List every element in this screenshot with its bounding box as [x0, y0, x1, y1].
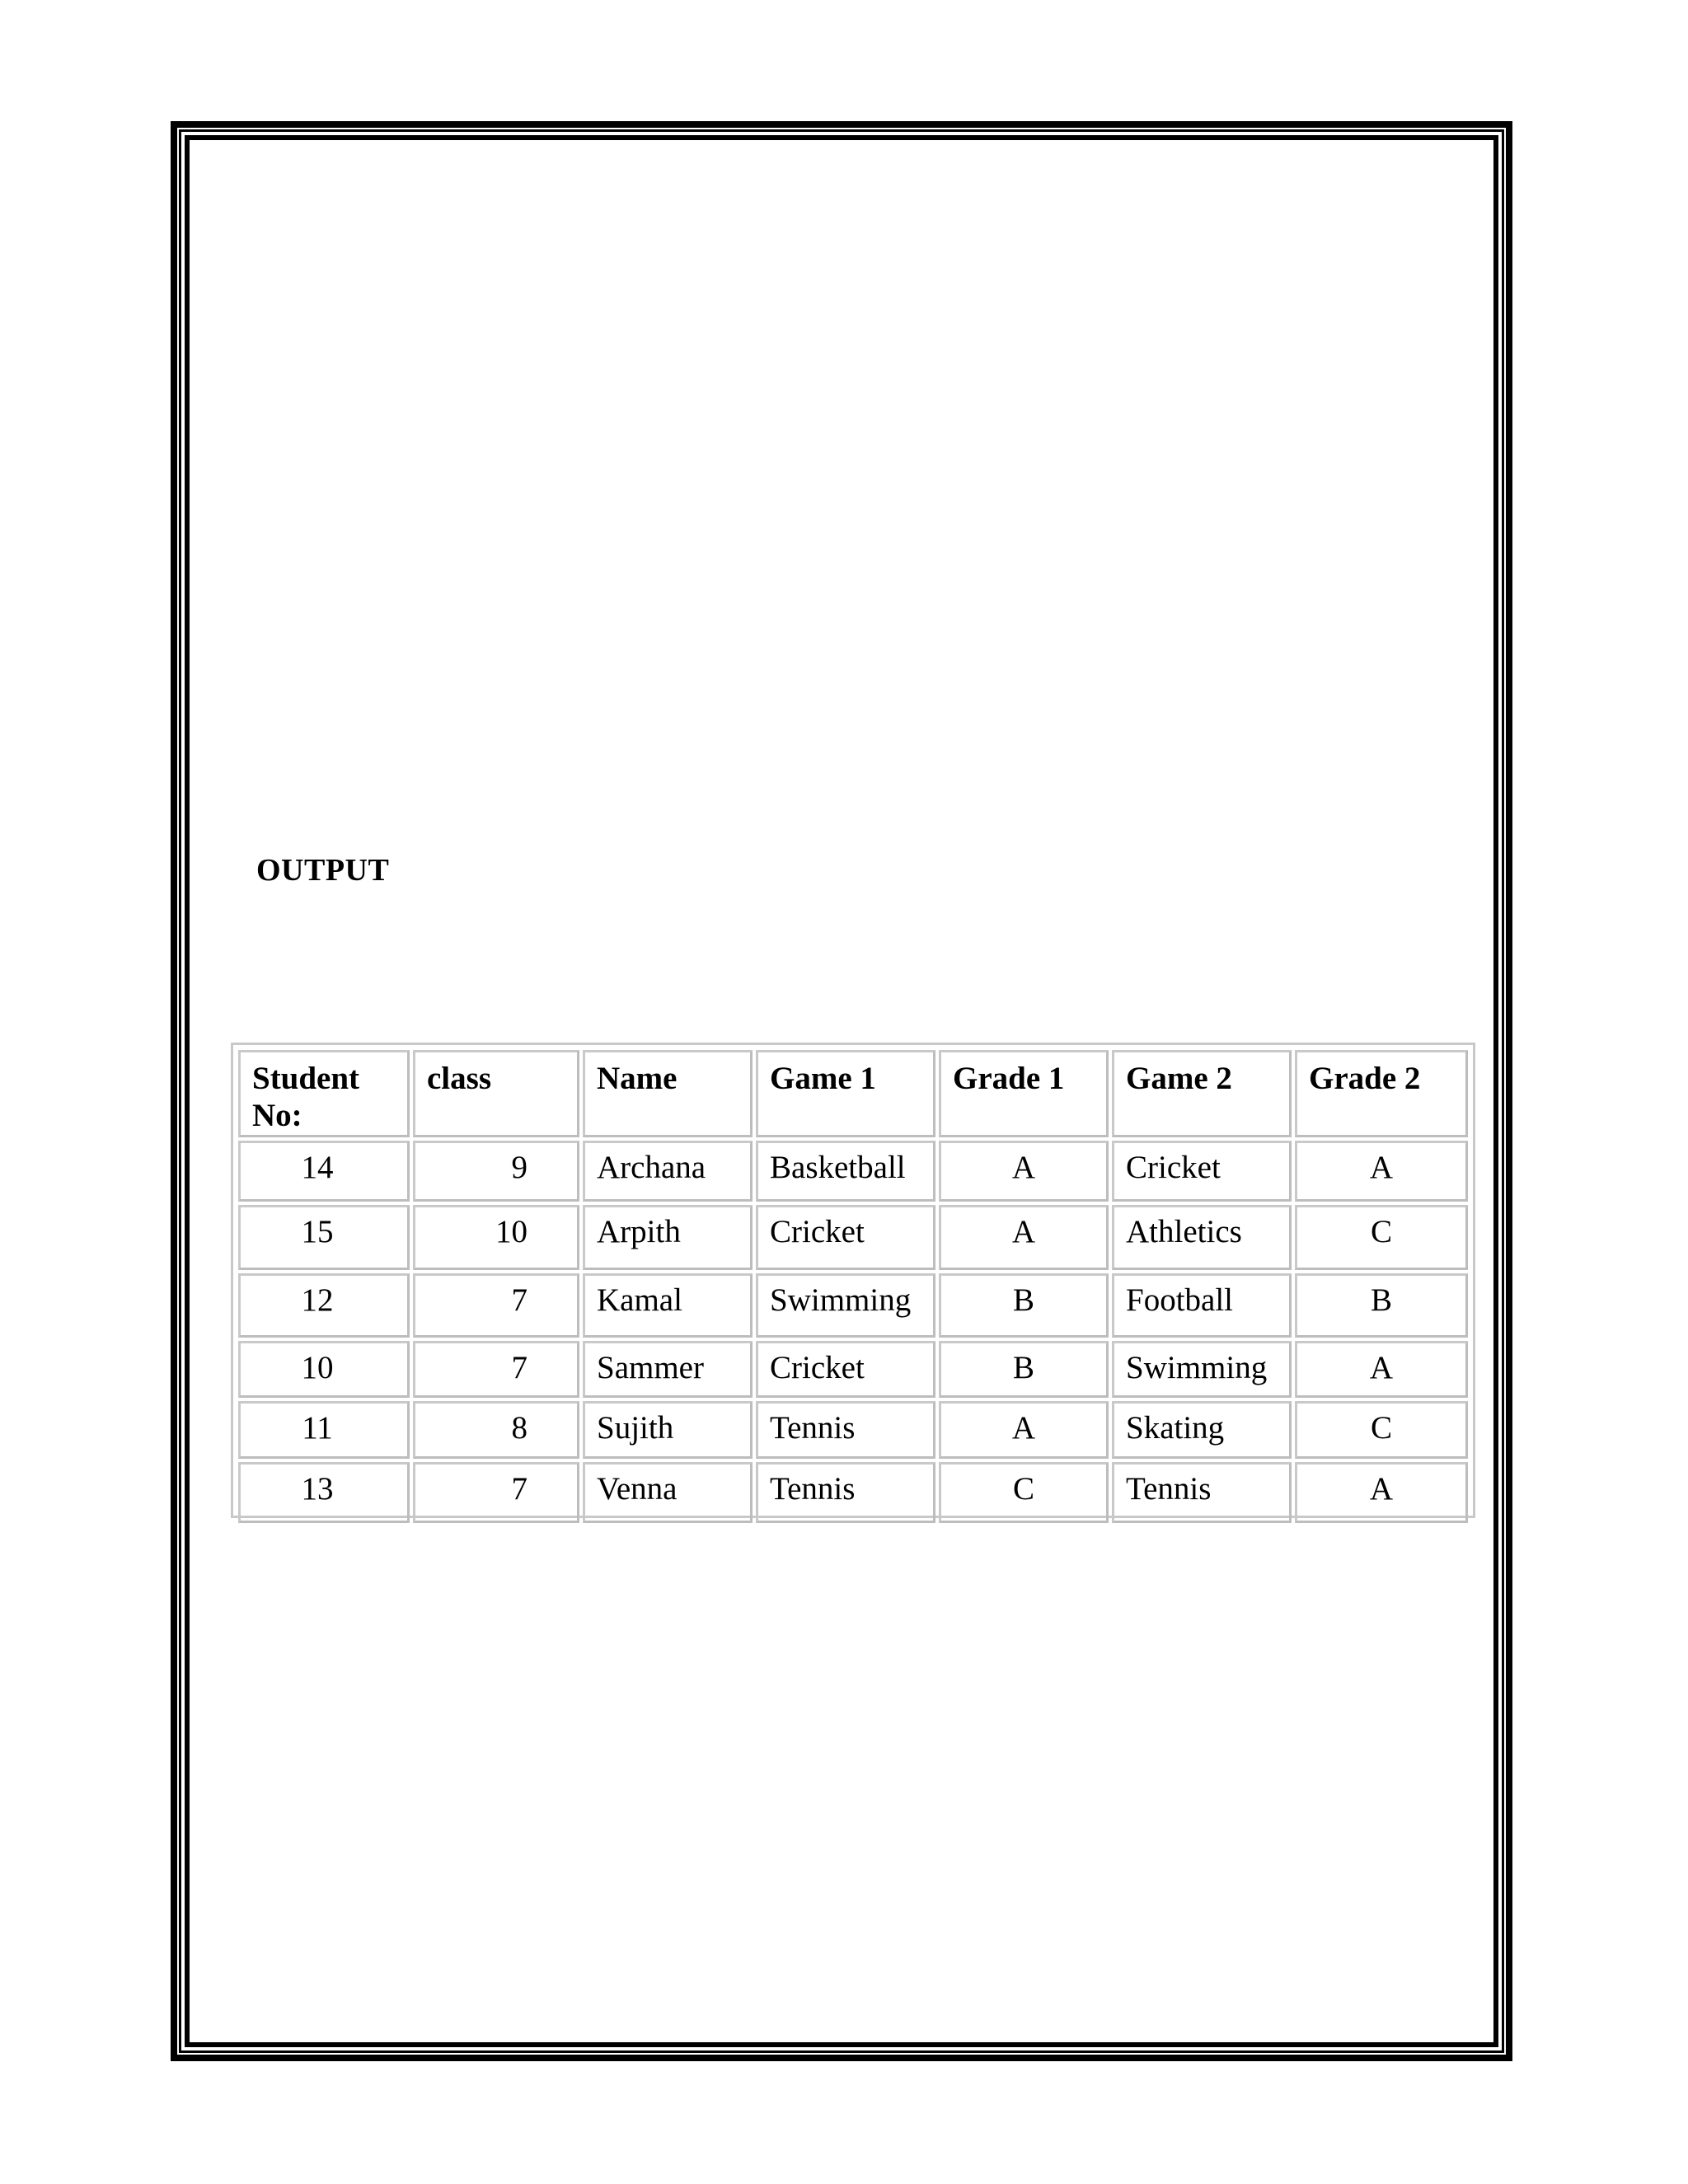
cell-grade-1: A — [939, 1401, 1109, 1459]
cell-student-no: 14 — [238, 1141, 410, 1202]
student-games-table — [231, 1043, 1475, 1518]
header-class: class — [413, 1050, 579, 1137]
table-row — [238, 1141, 1468, 1202]
cell-game-1: Basketball — [756, 1141, 935, 1202]
cell-game-2: Cricket — [1112, 1141, 1292, 1202]
cell-game-2: Swimming — [1112, 1341, 1292, 1398]
table-row — [238, 1462, 1468, 1523]
table-header-row — [238, 1050, 1468, 1137]
cell-game-2: Tennis — [1112, 1462, 1292, 1523]
cell-game-1: Cricket — [756, 1205, 935, 1270]
cell-student-no: 15 — [238, 1205, 410, 1270]
output-heading: OUTPUT — [256, 853, 390, 888]
cell-grade-2: C — [1295, 1205, 1468, 1270]
cell-class: 7 — [413, 1341, 579, 1398]
cell-game-2: Football — [1112, 1273, 1292, 1338]
header-grade-1: Grade 1 — [939, 1050, 1109, 1137]
cell-name: Sujith — [583, 1401, 753, 1459]
cell-game-1: Tennis — [756, 1462, 935, 1523]
cell-grade-1: B — [939, 1341, 1109, 1398]
cell-class: 9 — [413, 1141, 579, 1202]
cell-name: Arpith — [583, 1205, 753, 1270]
header-grade-2: Grade 2 — [1295, 1050, 1468, 1137]
cell-class: 7 — [413, 1273, 579, 1338]
cell-game-1: Swimming — [756, 1273, 935, 1338]
header-game-1: Game 1 — [756, 1050, 935, 1137]
cell-grade-1: A — [939, 1141, 1109, 1202]
cell-student-no: 10 — [238, 1341, 410, 1398]
table-row — [238, 1401, 1468, 1459]
table-row — [238, 1205, 1468, 1270]
cell-game-2: Athletics — [1112, 1205, 1292, 1270]
table-row — [238, 1341, 1468, 1398]
cell-class: 10 — [413, 1205, 579, 1270]
cell-grade-2: B — [1295, 1273, 1468, 1338]
header-name: Name — [583, 1050, 753, 1137]
cell-grade-2: A — [1295, 1462, 1468, 1523]
cell-grade-1: A — [939, 1205, 1109, 1270]
table-row — [238, 1273, 1468, 1338]
cell-name: Venna — [583, 1462, 753, 1523]
cell-game-1: Cricket — [756, 1341, 935, 1398]
header-student-no: Student No: — [238, 1050, 410, 1137]
header-game-2: Game 2 — [1112, 1050, 1292, 1137]
cell-student-no: 11 — [238, 1401, 410, 1459]
cell-name: Archana — [583, 1141, 753, 1202]
cell-grade-1: B — [939, 1273, 1109, 1338]
cell-class: 7 — [413, 1462, 579, 1523]
cell-grade-1: C — [939, 1462, 1109, 1523]
cell-class: 8 — [413, 1401, 579, 1459]
cell-student-no: 13 — [238, 1462, 410, 1523]
cell-game-1: Tennis — [756, 1401, 935, 1459]
cell-student-no: 12 — [238, 1273, 410, 1338]
cell-grade-2: A — [1295, 1341, 1468, 1398]
cell-game-2: Skating — [1112, 1401, 1292, 1459]
cell-grade-2: A — [1295, 1141, 1468, 1202]
cell-name: Kamal — [583, 1273, 753, 1338]
cell-name: Sammer — [583, 1341, 753, 1398]
cell-grade-2: C — [1295, 1401, 1468, 1459]
data-table — [235, 1047, 1471, 1526]
